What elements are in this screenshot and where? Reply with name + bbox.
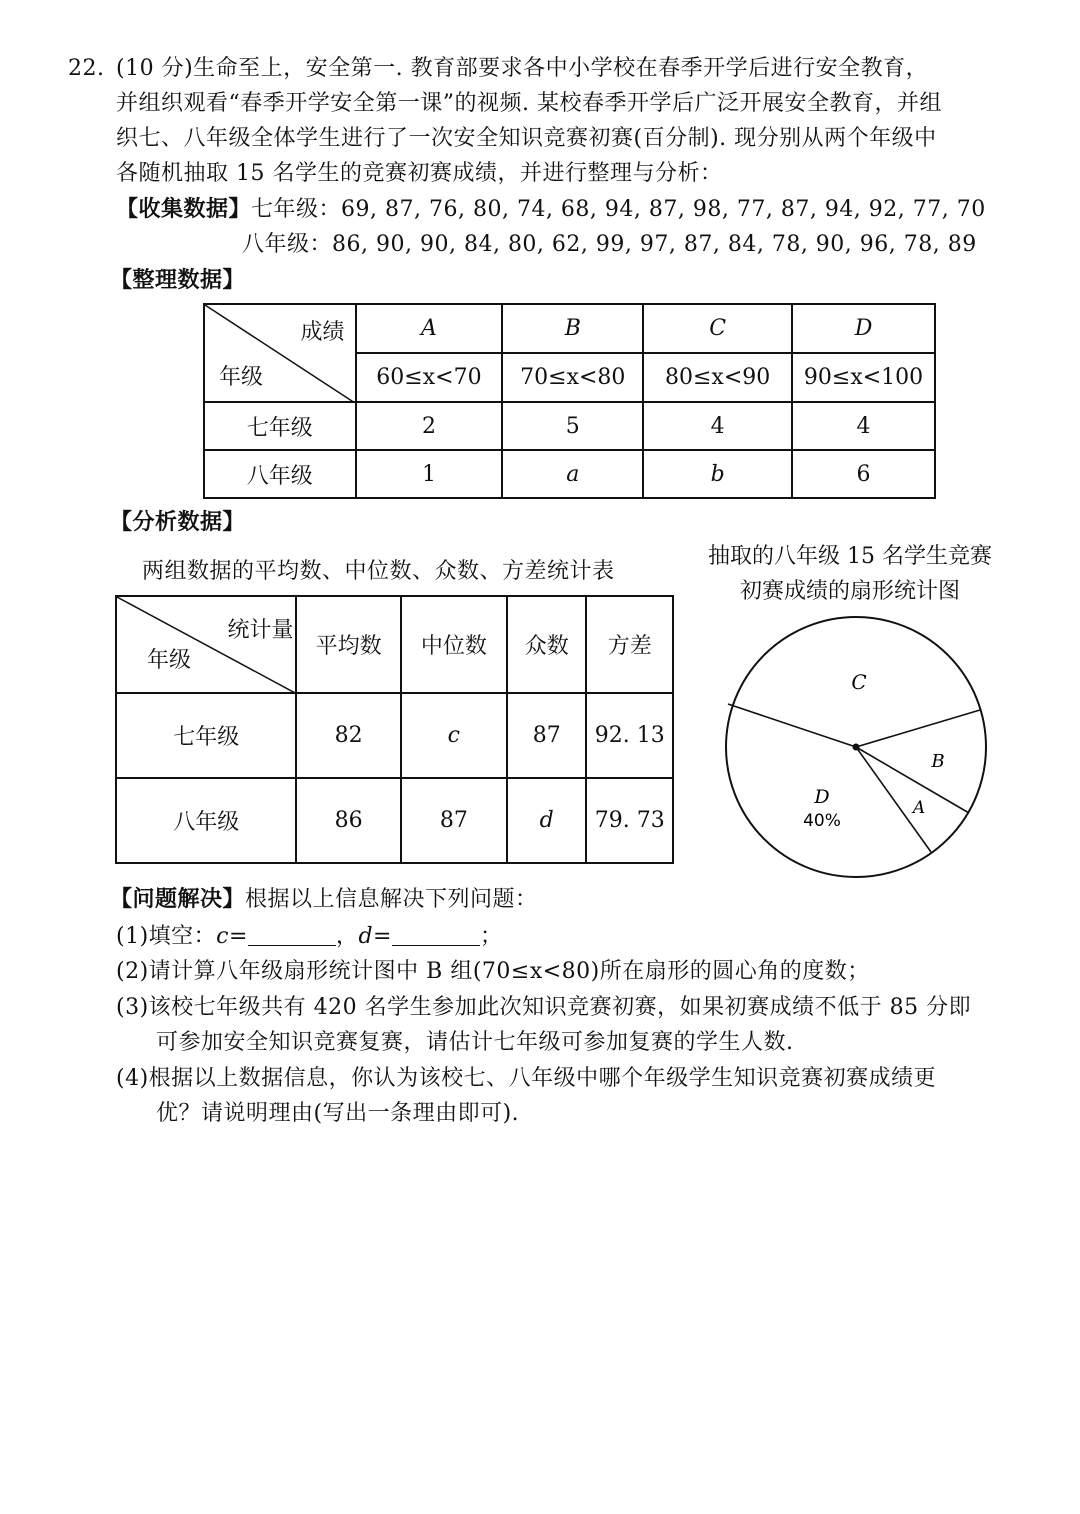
count-cell: 4	[643, 402, 792, 450]
intro-line-3: 织七、八年级全体学生进行了一次安全知识竞赛初赛(百分制). 现分别从两个年级中	[116, 126, 937, 151]
question-1	[116, 922, 503, 952]
collect-data-row-8	[242, 230, 977, 260]
group-b-header: B	[502, 304, 643, 353]
question-number: 22.	[68, 56, 105, 81]
answer-blank-d[interactable]	[392, 923, 480, 946]
median-header: 中位数	[401, 596, 507, 693]
stat-cell: 79. 73	[586, 778, 673, 863]
organize-data-label: 【整理数据】	[110, 268, 246, 293]
intro-line-1: (10 分)生命至上，安全第一. 教育部要求各中小学校在春季开学后进行安全教育，	[116, 56, 929, 81]
count-cell: 1	[356, 450, 503, 498]
pie-chart	[715, 610, 995, 890]
row-grade-label: 七年级	[204, 402, 356, 450]
answer-blank-c[interactable]	[248, 923, 336, 946]
analyze-data-label: 【分析数据】	[110, 510, 246, 535]
pie-title-line-2: 初赛成绩的扇形统计图	[739, 579, 960, 604]
stats-corner-cell	[116, 596, 296, 693]
table-row	[116, 693, 673, 778]
range-c: 80≤x<90	[643, 353, 792, 402]
count-cell: b	[643, 450, 792, 498]
count-cell: 6	[792, 450, 935, 498]
solve-label: 【问题解决】	[110, 887, 246, 912]
diagonal-line	[117, 597, 297, 694]
question-4-line-2: 优？请说明理由(写出一条理由即可).	[156, 1101, 520, 1126]
table-row	[204, 402, 935, 450]
collect-data-label: 【收集数据】	[116, 197, 252, 222]
count-cell: 2	[356, 402, 503, 450]
solve-intro-row	[110, 885, 538, 915]
table-row	[204, 450, 935, 498]
stat-cell: d	[507, 778, 587, 863]
pie-label-d: D	[814, 786, 830, 808]
row-grade-label: 八年级	[116, 778, 296, 863]
stat-cell: 87	[507, 693, 587, 778]
q1-equals: =	[373, 924, 392, 949]
pie-divider-d-c	[728, 704, 856, 747]
mean-header: 平均数	[296, 596, 400, 693]
group-d-header: D	[792, 304, 935, 353]
count-cell: 4	[792, 402, 935, 450]
range-b: 70≤x<80	[502, 353, 643, 402]
grade7-label: 七年级：	[251, 197, 342, 222]
pie-center-dot	[853, 744, 860, 751]
q1-equals: =	[229, 924, 248, 949]
table-row	[116, 778, 673, 863]
stat-cell: 87	[401, 778, 507, 863]
q1-sep: ，	[335, 924, 359, 949]
q1-end: ；	[479, 924, 503, 949]
corner-top-label: 成绩	[300, 320, 345, 345]
grade8-values: 86, 90, 90, 84, 80, 62, 99, 97, 87, 84, 78, 90, 96, 78, 89	[332, 232, 977, 257]
collect-data-row-7	[116, 195, 986, 225]
stat-cell: 86	[296, 778, 400, 863]
grade7-values: 69, 87, 76, 80, 74, 68, 94, 87, 98, 77, 87, 94, 92, 77, 70	[341, 197, 986, 222]
stats-table-title: 两组数据的平均数、中位数、众数、方差统计表	[142, 559, 615, 584]
pie-label-b: B	[931, 751, 945, 772]
stat-cell: c	[401, 693, 507, 778]
solve-intro: 根据以上信息解决下列问题：	[245, 887, 538, 912]
corner-bottom-label: 年级	[147, 648, 192, 673]
group-a-header: A	[356, 304, 503, 353]
organize-table	[203, 303, 936, 499]
stats-table	[115, 595, 674, 864]
corner-top-label: 统计量	[227, 618, 294, 643]
pie-divider-c-b	[856, 710, 980, 747]
range-d: 90≤x<100	[792, 353, 935, 402]
question-4-line-1: (4)根据以上数据信息，你认为该校七、八年级中哪个年级学生知识竞赛初赛成绩更	[116, 1066, 937, 1091]
pie-title-line-1: 抽取的八年级 15 名学生竞赛	[708, 544, 992, 569]
pie-label-a: A	[912, 798, 926, 818]
mode-header: 众数	[507, 596, 587, 693]
question-2: (2)请计算八年级扇形统计图中 B 组(70≤x<80)所在扇形的圆心角的度数；	[116, 959, 870, 984]
count-cell: a	[502, 450, 643, 498]
count-cell: 5	[502, 402, 643, 450]
row-grade-label: 七年级	[116, 693, 296, 778]
pie-label-d-percent: 40%	[803, 811, 841, 831]
range-a: 60≤x<70	[356, 353, 503, 402]
stat-cell: 82	[296, 693, 400, 778]
group-c-header: C	[643, 304, 792, 353]
q1-prefix: (1)填空：	[116, 924, 217, 949]
stat-cell: 92. 13	[586, 693, 673, 778]
row-grade-label: 八年级	[204, 450, 356, 498]
q1-var-d: d	[358, 924, 374, 949]
pie-label-c: C	[851, 670, 867, 694]
question-3-line-2: 可参加安全知识竞赛复赛，请估计七年级可参加复赛的学生人数.	[156, 1030, 794, 1055]
question-3-line-1: (3)该校七年级共有 420 名学生参加此次知识竞赛初赛，如果初赛成绩不低于 85 分即	[116, 995, 972, 1020]
corner-bottom-label: 年级	[219, 365, 264, 390]
intro-line-2: 并组织观看“春季开学安全第一课”的视频. 某校春季开学后广泛开展安全教育，并组	[116, 91, 942, 116]
q1-var-c: c	[216, 924, 229, 949]
organize-corner-cell	[204, 304, 356, 402]
variance-header: 方差	[586, 596, 673, 693]
grade8-label: 八年级：	[242, 232, 333, 257]
intro-line-4: 各随机抽取 15 名学生的竞赛初赛成绩，并进行整理与分析：	[116, 161, 723, 186]
